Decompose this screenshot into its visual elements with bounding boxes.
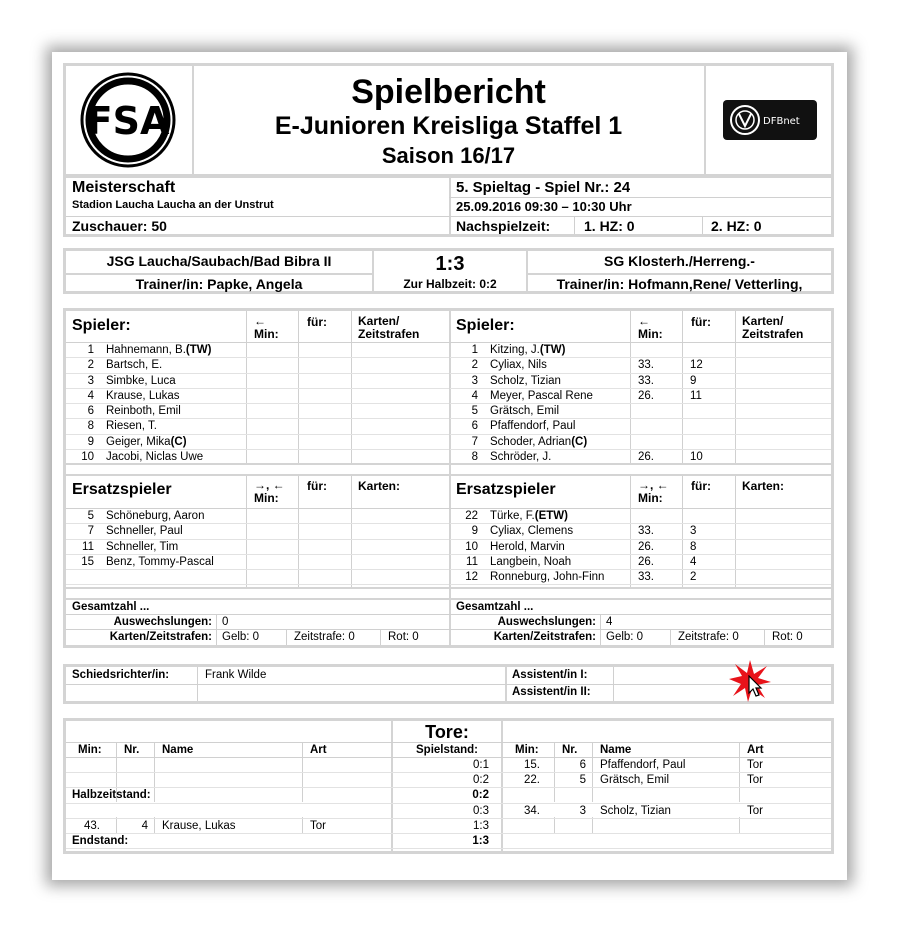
sub-minute: 33.	[638, 525, 654, 538]
player-number: 22	[465, 510, 478, 522]
home-for-header: für:	[307, 315, 327, 329]
away-players-list	[450, 343, 831, 465]
goal-row	[66, 804, 831, 819]
home-trainer: Trainer/in: Papke, Angela	[135, 276, 303, 292]
home-min-header: ← Min:	[254, 315, 279, 341]
roster-row	[66, 435, 449, 450]
player-name-text: Geiger, Mika	[106, 435, 171, 448]
player-name	[490, 435, 587, 450]
goal-scorer-name: Grätsch, Emil	[600, 774, 670, 787]
running-score: 0:2	[472, 789, 489, 802]
header-box	[63, 63, 834, 177]
away-subs-total-label: Auswechslungen:	[497, 616, 596, 628]
player-name-text: Herold, Marvin	[490, 540, 565, 553]
player-name	[490, 358, 547, 373]
home-yellow-total: Gelb: 0	[222, 631, 260, 643]
sub-for-number: 8	[690, 540, 697, 553]
player-number: 2	[471, 359, 478, 372]
away-subs-list	[450, 509, 831, 585]
away-sub-for-header: für:	[691, 479, 711, 493]
roster-row	[450, 358, 831, 373]
roster-row	[66, 509, 449, 524]
away-time-penalty-total: Zeitstrafe: 0	[678, 631, 739, 643]
player-name-text: Riesen, T.	[106, 420, 157, 433]
home-subs-total: 0	[222, 616, 229, 628]
away-subs-header: Ersatzspieler	[456, 481, 556, 498]
roster-row	[66, 358, 449, 373]
player-name-text: Simbke, Luca	[106, 374, 176, 387]
sub-minute: 26.	[638, 540, 654, 553]
sub-for-number: 3	[690, 525, 697, 538]
player-number: 7	[87, 525, 94, 538]
away-subs-total: 4	[606, 616, 613, 628]
player-number: 9	[87, 435, 94, 448]
player-number: 6	[87, 405, 94, 418]
player-name-text: Hahnemann, B.	[106, 344, 186, 356]
home-cards-total-label: Karten/Zeitstrafen:	[109, 631, 212, 643]
player-name-text: Türke, F.	[490, 510, 535, 522]
home-goal-min-header: Min:	[78, 744, 102, 756]
player-number: 12	[465, 571, 478, 584]
player-name-text: Meyer, Pascal Rene	[490, 389, 593, 402]
sub-for-number: 12	[690, 359, 703, 372]
match-report-sheet	[52, 52, 847, 880]
player-number: 8	[87, 420, 94, 433]
player-name	[106, 374, 176, 389]
player-name	[106, 435, 187, 450]
player-number: 4	[471, 389, 478, 402]
goal-minute: 34.	[524, 804, 540, 817]
home-goal-name-header: Name	[162, 744, 194, 756]
home-players-header: Spieler:	[72, 317, 131, 334]
roster-row	[450, 524, 831, 539]
player-name-text: Reinboth, Emil	[106, 405, 181, 418]
player-name	[490, 389, 593, 404]
overtime-first-half: 1. HZ: 0	[584, 218, 635, 234]
sub-minute: 33.	[638, 374, 654, 387]
player-name-text: Krause, Lukas	[106, 389, 180, 402]
away-yellow-total: Gelb: 0	[606, 631, 644, 643]
goal-type: Tor	[310, 819, 326, 832]
score-progress-header: Spielstand:	[416, 744, 478, 756]
spectators: Zuschauer: 50	[72, 218, 167, 234]
sub-minute: 33.	[638, 359, 654, 372]
player-name	[106, 540, 178, 555]
goal-type: Tor	[747, 759, 763, 771]
roster-row	[450, 435, 831, 450]
roster-row	[450, 404, 831, 419]
goal-row	[66, 788, 831, 803]
roster-row	[450, 555, 831, 570]
player-number: 1	[87, 344, 94, 356]
svg-text:DFBnet: DFBnet	[763, 116, 800, 127]
home-cards-header: Karten/ Zeitstrafen	[358, 315, 420, 341]
player-name	[490, 509, 568, 524]
away-sub-cards-header: Karten:	[742, 479, 785, 493]
player-name	[490, 540, 565, 555]
season-label: Saison 16/17	[381, 143, 516, 168]
running-score: 0:3	[473, 804, 489, 817]
dfbnet-logo	[723, 100, 817, 140]
goal-row	[66, 773, 831, 788]
referee-name: Frank Wilde	[205, 669, 267, 681]
assistant2-label: Assistent/in II:	[512, 686, 591, 698]
roster-row	[450, 343, 831, 358]
away-players-header: Spieler:	[456, 317, 515, 334]
home-sub-min-header: →, ← Min:	[254, 479, 285, 505]
sub-for-number: 4	[690, 555, 697, 568]
player-name	[490, 570, 604, 585]
player-name	[490, 419, 575, 434]
player-name-text: Schoder, Adrian	[490, 435, 572, 448]
player-name	[106, 509, 204, 524]
league-name: E-Junioren Kreisliga Staffel 1	[274, 112, 623, 140]
home-team-name: JSG Laucha/Saubach/Bad Bibra II	[106, 253, 332, 269]
running-score: 1:3	[472, 834, 489, 847]
home-sub-cards-header: Karten:	[358, 479, 401, 493]
away-sub-min-header: →, ← Min:	[638, 479, 669, 505]
stadium-name: Stadion Laucha Laucha an der Unstrut	[72, 199, 274, 211]
player-name-text: Schöneburg, Aaron	[106, 510, 205, 522]
goal-minute: 22.	[524, 774, 540, 787]
player-name-text: Schneller, Paul	[106, 525, 183, 538]
fsa-logo	[80, 72, 176, 168]
player-name	[106, 389, 180, 404]
roster-row	[450, 419, 831, 434]
roster-row	[450, 570, 831, 585]
assistant1-label: Assistent/in I:	[512, 669, 588, 681]
svg-text:FSA: FSA	[86, 99, 170, 143]
player-role-tag: (ETW)	[534, 510, 568, 522]
match-info-box	[63, 175, 834, 237]
player-number: 10	[81, 451, 94, 464]
player-role-tag: (C)	[571, 435, 588, 448]
overtime-second-half: 2. HZ: 0	[711, 218, 762, 234]
player-name-text: Schneller, Tim	[106, 540, 179, 553]
lineup-box	[63, 308, 834, 648]
player-name-text: Schröder, J.	[490, 451, 552, 464]
player-name	[106, 404, 181, 419]
running-score: 1:3	[473, 819, 489, 832]
referee-label: Schiedsrichter/in:	[72, 669, 170, 681]
sub-minute: 33.	[638, 571, 654, 584]
player-name	[106, 419, 157, 434]
goal-minute: 15.	[524, 759, 540, 771]
player-number: 3	[87, 374, 94, 387]
goal-scorer-name: Scholz, Tizian	[600, 804, 671, 817]
halftime-label: Halbzeitstand:	[72, 789, 151, 802]
away-team-name: SG Klosterh./Herreng.-	[604, 253, 755, 269]
player-name-text: Cyliax, Clemens	[490, 525, 574, 538]
home-goal-nr-header: Nr.	[124, 744, 140, 756]
goal-player-number: 3	[579, 804, 586, 817]
running-score: 0:1	[473, 759, 489, 771]
player-role-tag: (C)	[170, 435, 187, 448]
player-number: 15	[81, 555, 94, 568]
home-sub-for-header: für:	[307, 479, 327, 493]
player-name	[106, 343, 211, 358]
goal-scorer-name: Pfaffendorf, Paul	[600, 759, 686, 771]
roster-row	[450, 509, 831, 524]
away-for-header: für:	[691, 315, 711, 329]
goals-list	[66, 758, 831, 849]
player-name	[106, 358, 162, 373]
roster-row	[66, 524, 449, 539]
player-name-text: Pfaffendorf, Paul	[490, 420, 576, 433]
player-number: 1	[471, 344, 478, 356]
goal-type: Tor	[747, 804, 763, 817]
player-number: 7	[471, 435, 478, 448]
player-number: 5	[87, 510, 94, 522]
goals-title: Tore:	[425, 722, 469, 742]
sub-for-number: 9	[690, 374, 697, 387]
player-number: 5	[471, 405, 478, 418]
roster-row	[66, 555, 449, 570]
roster-row	[66, 374, 449, 389]
home-totals-label: Gesamtzahl ...	[72, 601, 150, 613]
player-name	[490, 404, 559, 419]
away-cards-total-label: Karten/Zeitstrafen:	[493, 631, 596, 643]
player-number: 8	[471, 451, 478, 464]
roster-row	[66, 540, 449, 555]
sub-for-number: 2	[690, 571, 697, 584]
roster-row	[66, 570, 449, 585]
home-subs-list	[66, 509, 449, 585]
player-name-text: Kitzing, J.	[490, 344, 540, 356]
away-min-header: ← Min:	[638, 315, 663, 341]
roster-row	[66, 343, 449, 358]
home-goal-type-header: Art	[310, 744, 327, 756]
home-time-penalty-total: Zeitstrafe: 0	[294, 631, 355, 643]
home-subs-total-label: Auswechslungen:	[113, 616, 212, 628]
player-name	[490, 374, 561, 389]
player-name-text: Cyliax, Nils	[490, 359, 547, 372]
sub-minute: 26.	[638, 451, 654, 464]
player-name-text: Bartsch, E.	[106, 359, 163, 372]
player-name-text: Langbein, Noah	[490, 555, 572, 568]
player-name	[106, 555, 214, 570]
home-red-total: Rot: 0	[388, 631, 419, 643]
player-number: 10	[465, 540, 478, 553]
roster-row	[450, 389, 831, 404]
roster-row	[450, 540, 831, 555]
sub-for-number: 11	[690, 389, 702, 402]
away-red-total: Rot: 0	[772, 631, 803, 643]
player-number: 9	[471, 525, 478, 538]
away-goal-name-header: Name	[600, 744, 632, 756]
player-name-text: Ronneburg, John-Finn	[490, 571, 605, 584]
player-number: 2	[87, 359, 94, 372]
matchday: 5. Spieltag - Spiel Nr.: 24	[456, 179, 631, 196]
goal-scorer-name: Krause, Lukas	[162, 819, 236, 832]
player-name-text: Grätsch, Emil	[490, 405, 560, 418]
competition-type: Meisterschaft	[72, 179, 176, 196]
away-trainer: Trainer/in: Hofmann,Rene/ Vetterling,	[556, 276, 803, 292]
player-name-text: Jacobi, Niclas Uwe	[106, 451, 204, 464]
roster-row	[66, 389, 449, 404]
halftime-score: Zur Halbzeit: 0:2	[403, 277, 497, 291]
player-name	[490, 555, 571, 570]
sub-minute: 26.	[638, 555, 654, 568]
player-number: 11	[82, 540, 94, 553]
goal-minute: 43.	[84, 819, 100, 832]
player-role-tag: (TW)	[185, 344, 212, 356]
player-number: 6	[471, 420, 478, 433]
away-cards-header: Karten/ Zeitstrafen	[742, 315, 804, 341]
player-name	[490, 524, 573, 539]
home-subs-header: Ersatzspieler	[72, 481, 172, 498]
goals-box	[63, 718, 834, 854]
away-totals-label: Gesamtzahl ...	[456, 601, 534, 613]
goal-player-number: 6	[579, 759, 586, 771]
sub-for-number: 10	[690, 451, 703, 464]
match-datetime: 25.09.2016 09:30 – 10:30 Uhr	[456, 199, 632, 214]
roster-row	[450, 374, 831, 389]
sub-minute: 26.	[638, 389, 654, 402]
officials-box	[63, 664, 834, 704]
home-players-list	[66, 343, 449, 465]
final-score: 1:3	[435, 253, 465, 275]
player-name	[106, 524, 183, 539]
player-number: 11	[466, 555, 478, 568]
away-goal-type-header: Art	[747, 744, 764, 756]
goal-row	[66, 758, 831, 773]
away-goal-nr-header: Nr.	[562, 744, 578, 756]
away-goal-min-header: Min:	[515, 744, 539, 756]
player-name	[490, 343, 565, 358]
goal-player-number: 5	[579, 774, 586, 787]
player-number: 3	[471, 374, 478, 387]
final-label: Endstand:	[72, 834, 129, 847]
goal-row	[66, 819, 831, 834]
goal-type: Tor	[747, 774, 763, 787]
player-name-text: Scholz, Tizian	[490, 374, 561, 387]
player-role-tag: (TW)	[539, 344, 566, 356]
mouse-pointer-icon	[748, 675, 764, 699]
player-number: 4	[87, 389, 94, 402]
goal-player-number: 4	[141, 819, 148, 832]
player-name-text: Benz, Tommy-Pascal	[106, 555, 214, 568]
running-score: 0:2	[473, 774, 489, 787]
goal-row	[66, 834, 831, 849]
roster-row	[66, 419, 449, 434]
roster-row	[66, 404, 449, 419]
report-title: Spielbericht	[351, 74, 546, 110]
teams-box	[63, 248, 834, 294]
overtime-label: Nachspielzeit:	[456, 218, 551, 234]
